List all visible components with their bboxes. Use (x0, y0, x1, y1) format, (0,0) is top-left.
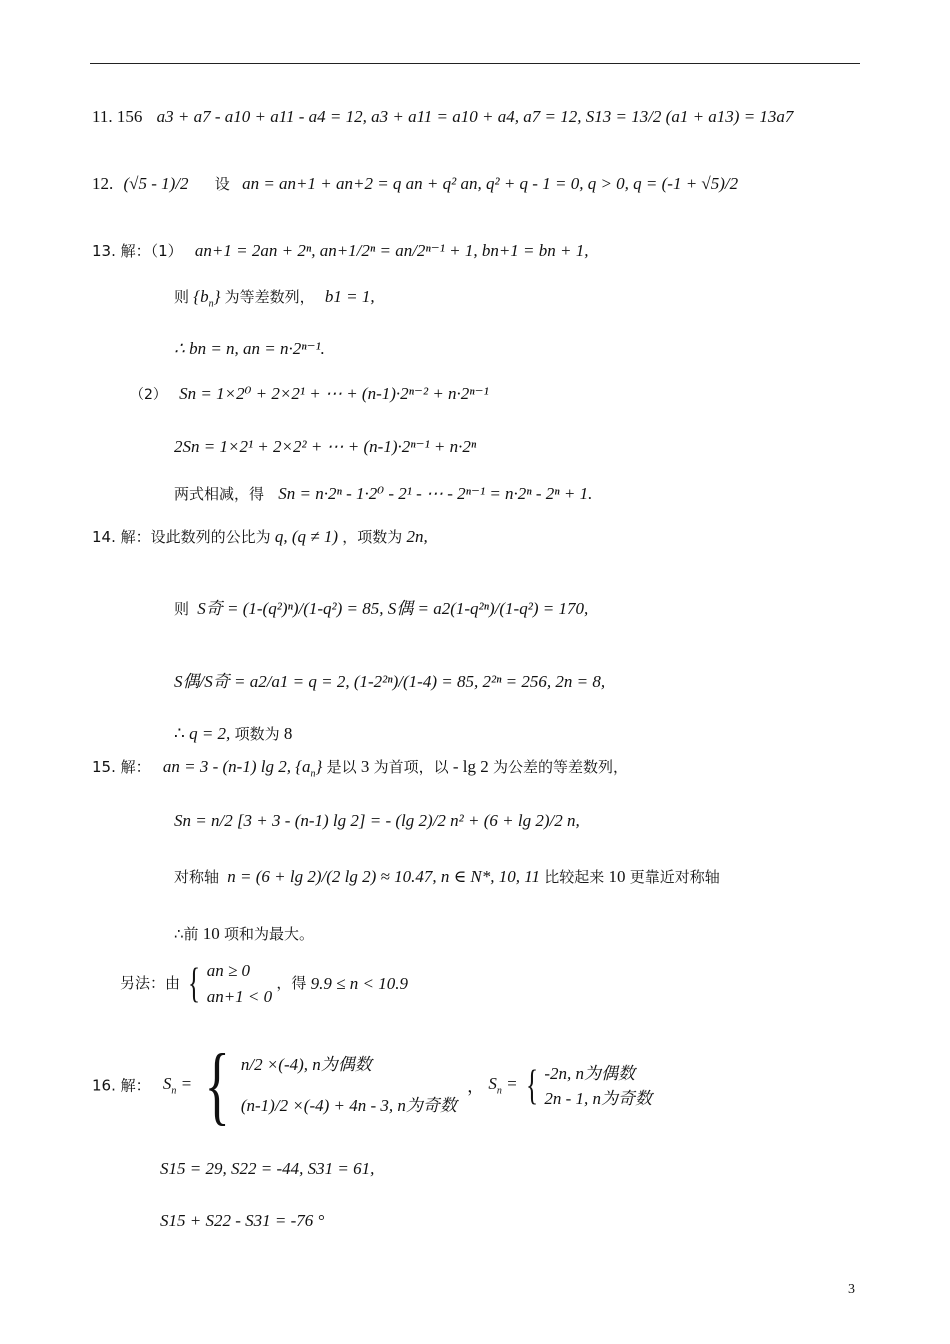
q15-text-2: 为首项，以 (373, 758, 449, 776)
q14-terms: 2n, (406, 527, 428, 546)
q16-label: 16. 解： (92, 1076, 151, 1095)
q16-line-1 (92, 1037, 652, 1134)
q13-sn-result: Sn = n·2ⁿ - 1·2⁰ - 2¹ - ⋯ - 2ⁿ⁻¹ = n·2ⁿ - 2ⁿ + 1. (278, 484, 593, 503)
q16-values: S15 = 29, S22 = -44, S31 = 61, (160, 1159, 375, 1178)
q13-line-2 (174, 288, 375, 309)
q15-sn: Sn = n/2 [3 + 3 - (n-1) lg 2] = - (lg 2)/2 n² + (6 + lg 2)/2 n, (174, 811, 580, 830)
q16-line-3 (160, 1212, 324, 1229)
q13-line-4 (130, 385, 489, 402)
left-brace: { (525, 1063, 539, 1109)
q12-answer: (√5 - 1)/2 (123, 174, 189, 193)
q14-line-2 (174, 600, 588, 617)
q15-ten-2: 10 (202, 924, 220, 943)
q16-result: S15 + S22 - S31 = -76 ° (160, 1211, 325, 1230)
q13-then: 则 (174, 288, 190, 306)
q15-system (207, 958, 272, 1009)
q16-cases-2 (544, 1061, 652, 1112)
q12-line (92, 175, 738, 192)
q14-q-value: q = 2, (189, 724, 231, 743)
q16-case-even-2: -2n, n为偶数 (544, 1063, 635, 1083)
q16-case-odd: (n-1)/2 ×(-4) + 4n - 3, n为奇数 (240, 1096, 457, 1115)
q14-line-4 (174, 725, 292, 742)
q15-an-set: $\{a_n\}$ (295, 757, 323, 780)
q13-line-3 (174, 340, 325, 357)
q14-label: 14. 解：设此数列的公比为 (92, 528, 271, 546)
q12-intro: 设 (214, 175, 230, 193)
q15-cond-1: an ≥ 0 (206, 961, 251, 980)
q15-line-4 (174, 925, 314, 942)
q15-alt-label: 另法：由 (120, 974, 181, 992)
q13-formula-1: an+1 = 2an + 2ⁿ, an+1/2ⁿ = an/2ⁿ⁻¹ + 1, bn+1 = bn + 1, (194, 241, 589, 260)
q14-terms-value: 8 (283, 724, 293, 743)
q15-diff: - lg 2 (452, 757, 489, 776)
q14-terms-text: ，项数为 (342, 528, 403, 546)
q12-formula: an = an+1 + an+2 = q an + q² an, q² + q - 1 = 0, q > 0, q = (-1 + √5)/2 (242, 174, 739, 193)
q14-then: 则 (174, 600, 190, 618)
q15-axis-label: 对称轴 (174, 868, 220, 886)
q13-line-6 (174, 485, 592, 502)
q13-label: 13. 解：（1） (92, 242, 183, 260)
q15-line-3 (174, 868, 720, 885)
q11-label: 11. 156 (92, 107, 143, 126)
q16-case-odd-2: 2n - 1, n为奇数 (544, 1089, 652, 1108)
q13-arith-text: 为等差数列， (224, 288, 315, 306)
q15-therefore: ∴前 (174, 925, 199, 943)
q13-subtract-text: 两式相减，得 (174, 485, 265, 503)
q11-formula: a3 + a7 - a10 + a11 - a4 = 12, a3 + a11 = a10 + a4, a7 = 12, S13 = 13/2 (a1 + a13) = 13a7 (156, 107, 794, 126)
q15-text-3: 为公差的等差数列， (493, 758, 629, 776)
q13-bn-set: $\{b_n\}$ (193, 287, 221, 310)
q13-sn-sum: Sn = 1×2⁰ + 2×2¹ + ⋯ + (n-1)·2ⁿ⁻² + n·2ⁿ⁻¹ (179, 384, 489, 403)
q15-an: an = 3 - (n-1) lg 2, (162, 757, 291, 776)
q14-therefore: ∴ (174, 724, 185, 743)
q15-text-1: 是以 (326, 758, 357, 776)
q15-get-text: ，得 (276, 974, 307, 992)
q14-terms-label: 项数为 (234, 725, 280, 743)
q15-line-1 (92, 758, 628, 779)
q16-sn-2: $S_n$ = (488, 1074, 518, 1097)
q15-closer-text: 更靠近对称轴 (629, 868, 720, 886)
q13-line-1 (92, 242, 589, 259)
q14-line-3 (174, 673, 605, 690)
q14-ratio: q, (q ≠ 1) (274, 527, 339, 546)
q16-case-even: n/2 ×(-4), n为偶数 (240, 1055, 372, 1075)
q16-sn-1: $S_n$ = (162, 1074, 193, 1097)
q15-max-text: 项和为最大。 (224, 925, 315, 943)
q13-b1: b1 = 1, (324, 287, 375, 306)
q13-2sn-sum: 2Sn = 1×2¹ + 2×2² + ⋯ + (n-1)·2ⁿ⁻¹ + n·2ⁿ (174, 437, 477, 456)
page-number: 3 (848, 1282, 855, 1297)
q13-result: ∴ bn = n, an = n·2ⁿ⁻¹. (174, 339, 325, 358)
q14-sums: S奇 = (1-(q²)ⁿ)/(1-q²) = 85, S偶 = a2(1-q²ⁿ)/(1-q²) = 170, (197, 599, 589, 618)
q15-range: 9.9 ≤ n < 10.9 (310, 974, 408, 993)
q16-line-2 (160, 1160, 374, 1177)
q15-first-term: 3 (360, 757, 370, 776)
q12-label: 12. (92, 174, 114, 193)
q15-line-2 (174, 812, 580, 829)
q15-line-5 (120, 958, 408, 1009)
q15-compare-text: 比较起来 (544, 868, 605, 886)
header-rule (90, 63, 860, 64)
q15-axis-calc: n = (6 + lg 2)/(2 lg 2) ≈ 10.47, n ∈ N*, 10, 11 (227, 867, 541, 886)
q14-line-1 (92, 528, 428, 545)
left-brace: { (204, 1037, 231, 1134)
q16-sep: ， (467, 1076, 485, 1096)
q15-label: 15. 解： (92, 758, 151, 776)
q15-cond-2: an+1 < 0 (206, 986, 273, 1006)
q11-line (92, 108, 793, 125)
q16-cases-1 (241, 1045, 457, 1127)
q13-part2-label: （2） (130, 387, 167, 403)
q14-ratio-calc: S偶/S奇 = a2/a1 = q = 2, (1-2²ⁿ)/(1-4) = 85, 2²ⁿ = 256, 2n = 8, (174, 672, 606, 691)
q13-line-5 (174, 438, 476, 455)
left-brace: { (188, 960, 201, 1007)
q15-ten: 10 (608, 867, 626, 886)
